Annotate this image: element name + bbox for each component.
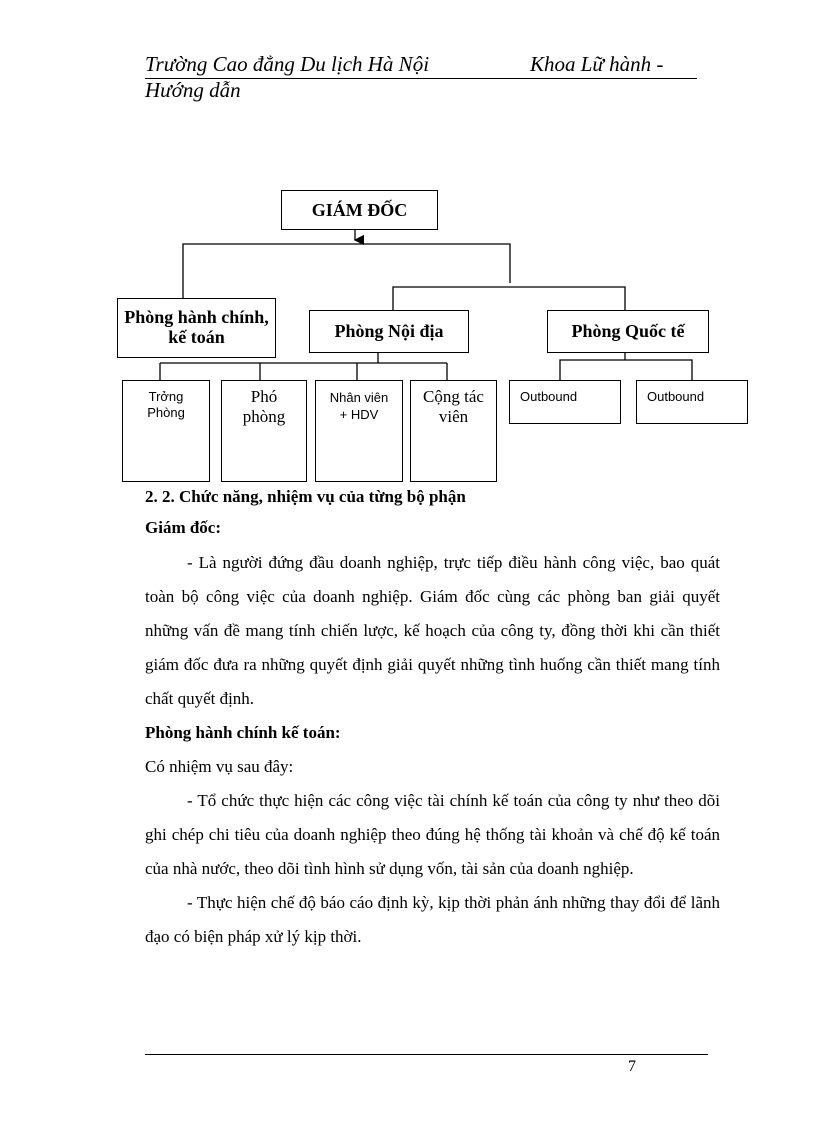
domestic-dept-label: Phòng Nội địa	[334, 321, 444, 341]
admin-task-2: - Thực hiện chế độ báo cáo định kỳ, kịp thời phản ánh những thay đổi để lãnh đạo có biện pháp xử lý kịp thời.	[145, 893, 720, 946]
unit-outbound-1-label: Outbound	[520, 389, 578, 404]
international-dept-label: Phòng Quốc tế	[571, 321, 685, 341]
director-box	[281, 190, 438, 230]
unit-truong-phong-label: Trởng Phòng	[147, 389, 185, 420]
admin-dept-box	[117, 298, 276, 358]
admin-heading: Phòng hành chính kế toán:	[145, 723, 341, 742]
footer-rule	[145, 1054, 708, 1055]
page-number: 7	[628, 1058, 636, 1075]
unit-truong-phong	[122, 380, 210, 482]
unit-outbound-2-label: Outbound	[647, 389, 705, 404]
domestic-dept-box	[309, 310, 469, 353]
director-paragraph: - Là người đứng đầu doanh nghiệp, trực tiếp điều hành công việc, bao quát toàn bộ công việc của doanh nghiệp. Giám đốc cùng các phòng ban giải quyết những vấn đề mang tính chiến lược, kế hoạch của công ty, đồng thời khi cần thiết giám đốc đưa ra những quyết định giải quyết những tình huống cần thiết mang tính chất quyết định.	[145, 553, 720, 708]
section-heading: 2. 2. Chức năng, nhiệm vụ của từng bộ phận	[145, 487, 466, 506]
unit-pho-phong-label: Phó phòng	[242, 387, 286, 426]
header-subtitle: Hướng dẫn	[145, 78, 241, 102]
admin-dept-label: Phòng hành chính, kế toán	[124, 307, 269, 347]
admin-task-1: - Tổ chức thực hiện các công việc tài chính kế toán của công ty như theo dõi ghi chép chi tiêu của doanh nghiệp theo đúng hệ thống tài khoản và chế độ kế toán của nhà nước, theo dõi tình hình sử dụng vốn, tài sản của doanh nghiệp.	[145, 791, 720, 878]
director-heading: Giám đốc:	[145, 518, 222, 537]
director-label: GIÁM ĐỐC	[311, 199, 408, 220]
unit-nhan-vien-hdv-label: Nhân viên + HDV	[329, 390, 389, 422]
international-dept-box	[547, 310, 709, 353]
admin-intro: Có nhiệm vụ sau đây:	[145, 757, 294, 776]
unit-outbound-2	[636, 380, 748, 424]
unit-cong-tac-vien-label: Cộng tác viên	[423, 387, 484, 426]
header-school: Trường Cao đẳng Du lịch Hà Nội	[145, 52, 430, 76]
body-text	[145, 484, 720, 954]
unit-nhan-vien-hdv	[315, 380, 403, 482]
unit-outbound-1	[509, 380, 621, 424]
unit-pho-phong	[221, 380, 307, 482]
unit-cong-tac-vien	[410, 380, 497, 482]
header-faculty: Khoa Lữ hành -	[530, 52, 664, 76]
